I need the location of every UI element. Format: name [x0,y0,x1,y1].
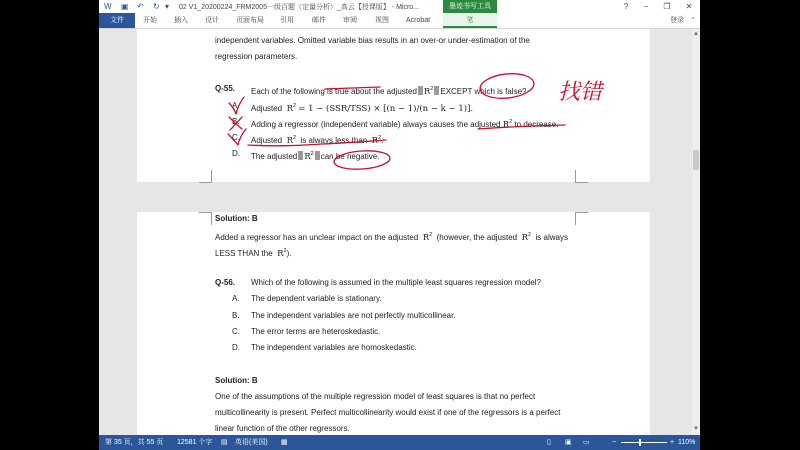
q55-option-b-letter: B. [232,117,240,126]
zoom-slider-thumb[interactable] [639,439,641,446]
tab-acrobat[interactable]: Acrobat [406,17,431,24]
zoom-level[interactable]: 110% [678,439,696,446]
sol56-label: Solution: B [215,376,258,385]
tab-review[interactable]: 审阅 [343,17,357,24]
minimize-button[interactable]: − [643,2,649,11]
collapse-ribbon-icon[interactable]: ⌃ [690,17,696,24]
q55-number: Q-55. [215,84,236,93]
q55-option-a: Adjusted $R^2 = 1 - (SSR/TSS) \times [(n - 1)/(n - k - 1)]$. [251,103,474,114]
zoom-in-button[interactable]: + [670,439,675,446]
help-button[interactable]: ? [623,2,629,11]
save-icon[interactable]: ▣ [121,2,129,11]
page-break [137,182,650,212]
q56-option-b: The independent variables are not perfectly multicollinear. [251,311,456,320]
tab-design[interactable]: 设计 [205,17,219,24]
sol55-label: Solution: B [215,214,258,223]
undo-icon[interactable]: ↶ [137,2,144,11]
q56-option-b-letter: B. [232,311,240,320]
q56-option-d: The independent variables are homoskedastic. [251,343,417,352]
q56-stem: Which of the following is assumed in the multiple least squares regression model? [251,278,541,287]
intro-line-2: regression parameters. [215,52,298,61]
tab-pen[interactable]: 笔 [443,13,497,28]
language-indicator[interactable]: 英语(美国) [235,439,268,446]
word-app-icon[interactable]: W [104,2,112,11]
q56-option-a-letter: A. [232,294,240,303]
crop-mark [575,170,588,183]
q55-option-d: The adjusted $R^2$ can be negative. [251,151,380,162]
zoom-slider[interactable] [621,442,667,443]
intro-line-1: independent variables. Omitted variable bias results in an over-or under-estimation of the [215,36,530,45]
document-page[interactable] [137,29,650,435]
window-title: 02 V1_20200224_FRM2005一级百题（定量分析）_高云【授课版】 - Micro... [179,4,420,11]
scroll-up-icon[interactable]: ▲ [693,31,699,37]
tab-page-layout[interactable]: 页面布局 [236,17,264,24]
scrollbar-thumb[interactable] [693,150,699,170]
crop-mark [575,212,588,225]
q55-option-c: Adjusted $R^2$ is always less than $R^2$. [251,135,384,146]
title-bar [99,0,700,13]
sol56-line-3: linear function of the other regressors. [215,424,350,433]
scroll-down-icon[interactable]: ▼ [693,426,699,432]
read-mode-icon[interactable]: ▯ [547,439,551,446]
ribbon-tabs [99,13,700,29]
q56-option-c: The error terms are heteroskedastic. [251,327,381,336]
restore-button[interactable]: ❐ [663,2,671,11]
q55-option-b: Adding a regressor (independent variable) always causes the adjusted $R^2$ to decrease. [251,119,559,130]
q56-number: Q-56. [215,278,236,287]
word-count[interactable]: 12581 个字 [177,439,213,446]
web-layout-icon[interactable]: ▭ [583,439,590,446]
sol55-line-1: Added a regressor has an unclear impact on the adjusted $R^2$ (however, the adjusted $R^2$ is always [215,232,568,243]
q56-option-a: The dependent variable is stationary. [251,294,382,303]
ink-handwriting: 找错 [558,80,603,105]
tab-file[interactable]: 文件 [99,13,135,28]
word-window [99,0,700,450]
q56-option-d-letter: D. [232,343,240,352]
status-bar [99,435,700,450]
q56-option-c-letter: C. [232,327,240,336]
tab-mailings[interactable]: 邮件 [312,17,326,24]
sol56-line-2: multicollinearity is present. Perfect multicollinearity would exist if one of the regressors is a perfect [215,408,561,417]
q55-stem: Each of the following is true about the adjusted $R^2$ EXCEPT which is false? [251,86,527,97]
redo-icon[interactable]: ↻ [153,2,160,11]
q55-option-c-letter: C. [232,133,240,142]
macro-record-icon[interactable]: ▦ [281,439,288,446]
q55-option-a-letter: A. [232,101,240,110]
proofing-icon[interactable]: ▤ [221,439,228,446]
crop-mark [199,170,212,183]
page-count[interactable]: 第 35 页，共 55 页 [105,439,164,446]
sol56-line-1: One of the assumptions of the multiple regression model of least squares is that no perfect [215,392,536,401]
tab-insert[interactable]: 插入 [174,17,188,24]
close-button[interactable]: ✕ [685,2,693,11]
tab-references[interactable]: 引用 [280,17,294,24]
ink-tools-contextual-tab: 墨迹书写工具 [443,0,497,13]
crop-mark [199,212,212,225]
sign-in-link[interactable]: 登录 [670,17,684,24]
tab-view[interactable]: 视图 [375,17,389,24]
customize-qat-icon[interactable]: ▾ [165,2,170,11]
sol55-line-2: LESS THAN the $R^2$). [215,248,292,259]
vertical-scrollbar[interactable] [692,29,700,435]
tab-home[interactable]: 开始 [143,17,157,24]
print-layout-icon[interactable]: ▣ [565,439,572,446]
q55-option-d-letter: D. [232,149,240,158]
zoom-out-button[interactable]: − [612,439,617,446]
